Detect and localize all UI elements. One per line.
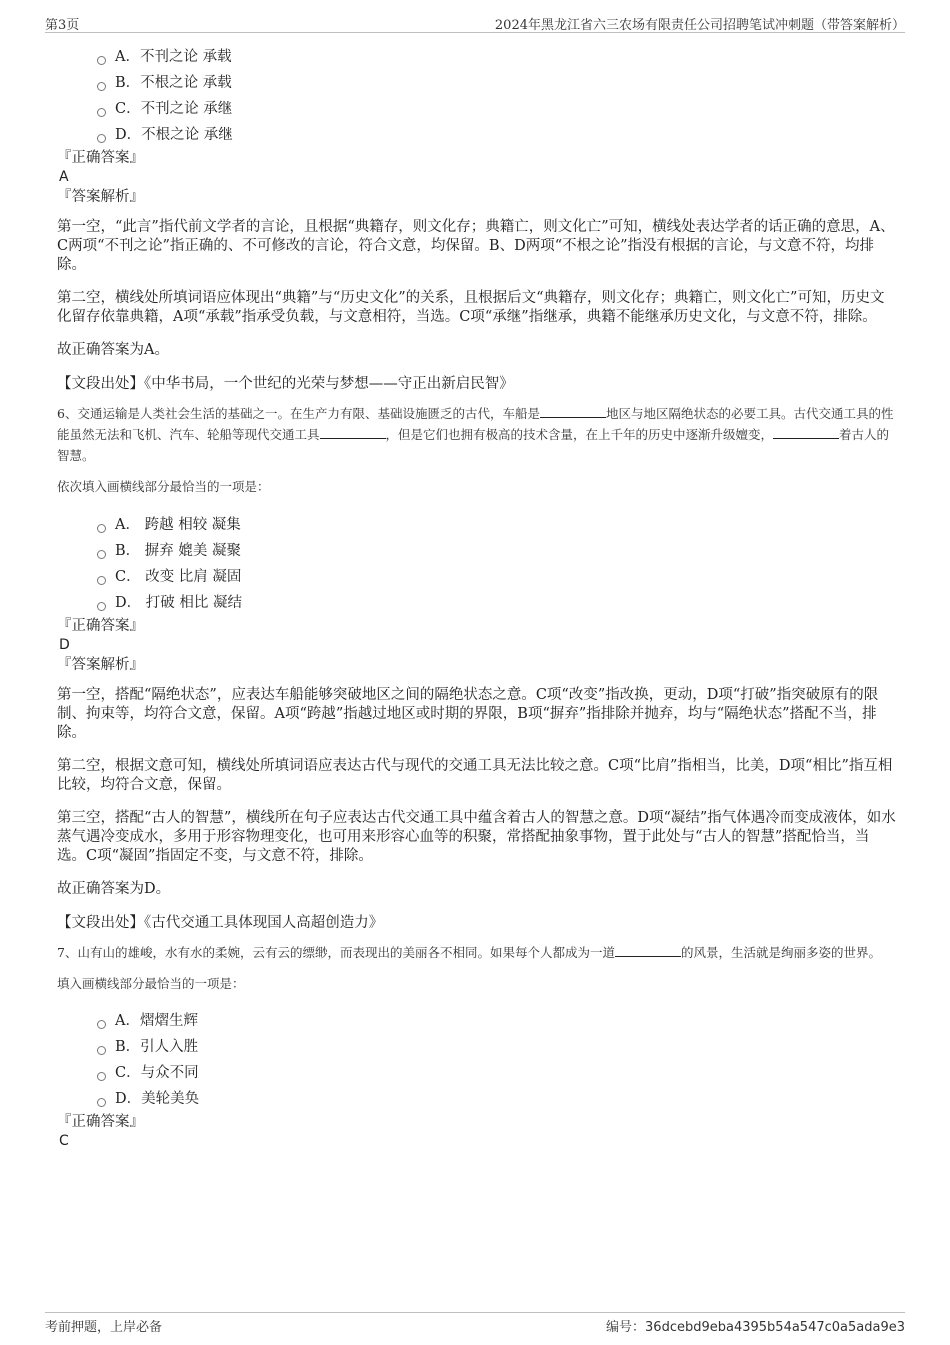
radio-icon[interactable] [97, 1046, 106, 1055]
q7-options [97, 1008, 897, 1112]
q6-analysis-para: 第二空，根据文意可知，横线处所填词语应表达古代与现代的交通工具无法比较之意。C项“比肩”指相当，比美，D项“相比”指互相比较，均符合文意，保留。 [57, 758, 893, 793]
radio-icon[interactable] [97, 108, 106, 117]
radio-icon[interactable] [97, 56, 106, 65]
q7-blank [615, 944, 681, 957]
q6-analysis-label: 『答案解析』 [57, 657, 144, 673]
q5-analysis-label: 『答案解析』 [57, 189, 144, 205]
radio-icon[interactable] [97, 82, 106, 91]
q6-blank-1 [540, 405, 606, 418]
q7-option-c[interactable]: C．与众不同 [97, 1060, 897, 1086]
q7-prompt: 填入画横线部分最恰当的一项是： [57, 976, 245, 991]
q5-answer-label: 『正确答案』 [57, 150, 144, 166]
q6-analysis-conclusion: 故正确答案为D。 [57, 881, 171, 897]
q5-option-c[interactable]: C．不刊之论 承继 [97, 96, 897, 122]
radio-icon[interactable] [97, 576, 106, 585]
page-number: 第3页 [45, 18, 80, 33]
q6-answer: D [59, 637, 70, 653]
radio-icon[interactable] [97, 134, 106, 143]
q5-analysis-para: 第一空，“此言”指代前文学者的言论，且根据“典籍存，则文化存；典籍亡，则文化亡”可知，横线处表达学者的话正确的意思，A、C两项“不刊之论”指正确的、不可修改的言论，符合文意，均保留。B、D两项“不根之论”指没有根据的言论，与文意不符，均排除。 [57, 219, 895, 273]
q7-option-d[interactable]: D．美轮美奂 [97, 1086, 897, 1112]
q6-analysis-para: 第三空，搭配“古人的智慧”，横线所在句子应表达古代交通工具中蕴含着古人的智慧之意。D项“凝结”指气体遇冷而变成液体，如水蒸气遇冷变成水，多用于形容物理变化，也可用来形容心血等的积聚，常搭配抽象事物，置于此处与“古人的智慧”搭配恰当，当选。C项“凝固”指固定不变，与文意不符，排除。 [57, 810, 896, 864]
q6-analysis-para: 第一空，搭配“隔绝状态”，应表达车船能够突破地区之间的隔绝状态之意。C项“改变”指改换，更动，D项“打破”指突破原有的限制、拘束等，均符合文意，保留。A项“跨越”指越过地区或时期的界限，B项“摒弃”指排除并抛弃，均与“隔绝状态”搭配不当，排除。 [57, 687, 879, 741]
radio-icon[interactable] [97, 550, 106, 559]
q7-option-b[interactable]: B．引人入胜 [97, 1034, 897, 1060]
q6-prompt: 依次填入画横线部分最恰当的一项是： [57, 479, 270, 494]
q5-option-a[interactable]: A．不刊之论 承载 [97, 44, 897, 70]
document-title: 2024年黑龙江省六三农场有限责任公司招聘笔试冲刺题（带答案解析） [494, 18, 905, 33]
radio-icon[interactable] [97, 1020, 106, 1029]
q6-stem: 6、交通运输是人类社会生活的基础之一。在生产力有限、基础设施匮乏的古代，车船是 地区与地区隔绝状态的必要工具。古代交通工具的性能虽然无法和飞机、汽车、轮船等现代交通工具 ，但是它们也拥有极高的技术含量，在上千年的历史中逐渐升级嬗变， 着古人的智慧。 [57, 406, 894, 463]
q6-option-a[interactable]: A． 跨越 相较 凝集 [97, 512, 897, 538]
q5-options [97, 44, 897, 148]
page-header [45, 10, 905, 33]
q5-option-d[interactable]: D．不根之论 承继 [97, 122, 897, 148]
q5-option-b[interactable]: B．不根之论 承载 [97, 70, 897, 96]
q5-source: 【文段出处】《中华书局，一个世纪的光荣与梦想——守正出新启民智》 [57, 376, 514, 392]
q6-option-b[interactable]: B． 摒弃 媲美 凝聚 [97, 538, 897, 564]
q6-option-d[interactable]: D． 打破 相比 凝结 [97, 590, 897, 616]
q6-blank-3 [773, 426, 839, 439]
q7-option-a[interactable]: A．熠熠生辉 [97, 1008, 897, 1034]
q7-answer: C [59, 1133, 69, 1149]
q5-answer: A [59, 169, 69, 185]
q7-stem: 7、山有山的雄峻，水有水的柔婉，云有云的缥缈，而表现出的美丽各不相同。如果每个人都成为一道 的风景，生活就是绚丽多姿的世界。 [57, 945, 881, 960]
radio-icon[interactable] [97, 1072, 106, 1081]
footer-note: 考前押题，上岸必备 [45, 1320, 163, 1335]
q6-option-c[interactable]: C． 改变 比肩 凝固 [97, 564, 897, 590]
radio-icon[interactable] [97, 602, 106, 611]
q6-blank-2 [320, 426, 386, 439]
q6-options [97, 512, 897, 616]
q5-analysis-para: 第二空，横线处所填词语应体现出“典籍”与“历史文化”的关系，且根据后文“典籍存，则文化存；典籍亡，则文化亡”可知，历史文化留存依靠典籍，A项“承载”指承受负载，与文意相符，当选。C项“承继”指继承，典籍不能继承历史文化，与文意不符，排除。 [57, 290, 885, 325]
q5-analysis-conclusion: 故正确答案为A。 [57, 342, 169, 358]
document-code: 编号：36dcebd9eba4395b54a547c0a5ada9e3 [606, 1320, 905, 1335]
page-footer [45, 1312, 905, 1337]
q6-answer-label: 『正确答案』 [57, 618, 144, 634]
page-content [57, 44, 897, 1150]
radio-icon[interactable] [97, 1098, 106, 1107]
radio-icon[interactable] [97, 524, 106, 533]
q7-answer-label: 『正确答案』 [57, 1114, 144, 1130]
q6-source: 【文段出处】《古代交通工具体现国人高超创造力》 [57, 915, 384, 931]
